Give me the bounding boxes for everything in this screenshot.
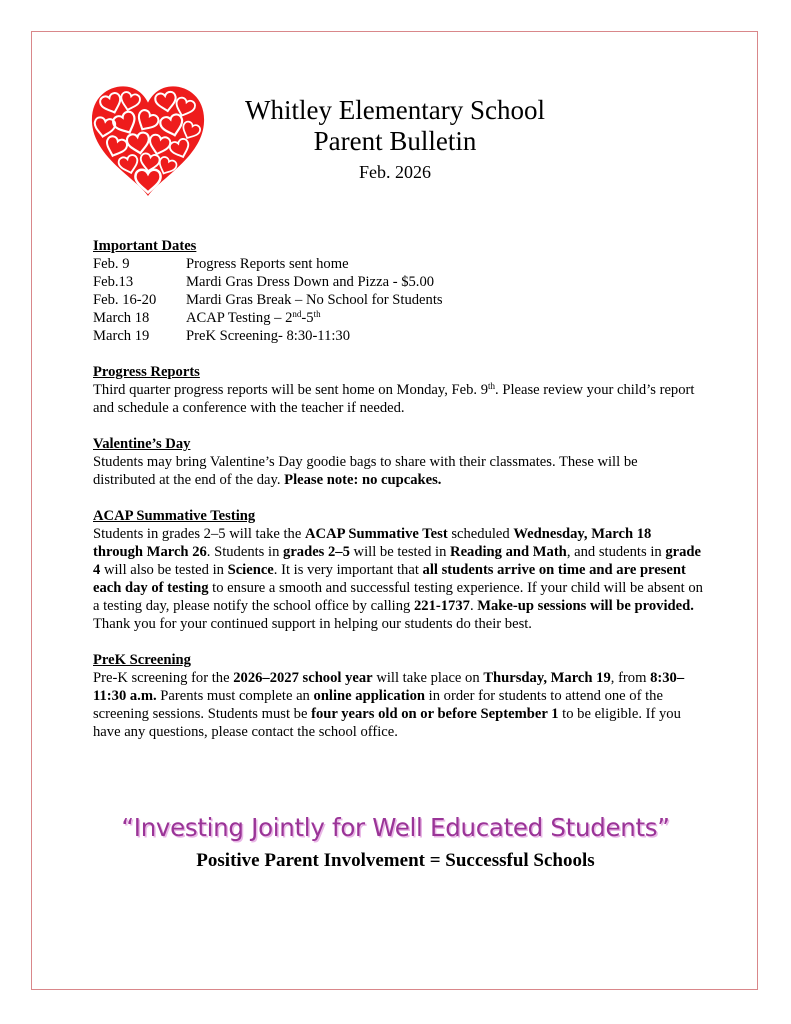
ordinal-suffix: th (313, 309, 321, 319)
section-heading: ACAP Summative Testing (93, 508, 256, 524)
section-heading: Important Dates (93, 238, 197, 254)
date-row (93, 309, 703, 327)
bulletin-body (93, 237, 703, 741)
section-heading: PreK Screening (93, 652, 191, 668)
date-cell: Feb. 16-20 (93, 292, 157, 308)
section-heading: Valentine’s Day (93, 436, 191, 452)
issue-date: Feb. 2026 (359, 162, 431, 182)
date-cell: March 18 (93, 310, 150, 326)
school-name: Whitley Elementary School (245, 95, 545, 125)
valentines-day-section (93, 435, 703, 489)
event-cell: Mardi Gras Dress Down and Pizza - $5.00 (186, 274, 435, 290)
section-text: Pre-K screening for the 2026–2027 school year will take place on Thursday, March 19, from 8:30–11:30 a.m. Parents must complete an online application in order for students to attend one of the screening sessions. Students must be four years old on or before September 1 to be eligible. If you have any questions, please contact the school office. (93, 670, 685, 740)
event-text: ACAP Testing – 2 (186, 310, 293, 326)
event-cell: PreK Screening- 8:30-11:30 (186, 328, 351, 344)
date-row (93, 273, 703, 291)
bulletin-title: Parent Bulletin (313, 126, 477, 156)
date-cell: Feb.13 (93, 274, 134, 290)
acap-testing-section (93, 507, 703, 633)
event-cell (186, 309, 321, 327)
office-phone: 221-1737 (413, 598, 470, 614)
date-cell: March 19 (93, 328, 150, 344)
date-row (93, 291, 703, 309)
section-text: Students in grades 2–5 will take the ACAP Summative Test scheduled Wednesday, March 18 through March 26. Students in grades 2–5 will be tested in Reading and Math, and students in grade 4 will also be tested in Science. It is very important that all students arrive on time and are present each day of testing to ensure a smooth and successful testing experience. If your child will be absent on a testing day, please notify the school office by calling 221-1737. Make-up sessions will be provided. Thank you for your continued support in helping our students do their best. (93, 526, 703, 632)
date-row (93, 255, 703, 273)
slogan: “Investing Jointly for Well Educated Students” (121, 813, 670, 842)
progress-reports-section (93, 363, 703, 417)
event-text: -5 (301, 310, 314, 326)
date-row (93, 327, 703, 345)
important-dates-section (93, 237, 703, 345)
event-cell: Progress Reports sent home (186, 256, 349, 272)
cupcake-note: Please note: no cupcakes. (284, 472, 442, 488)
date-cell: Feb. 9 (93, 256, 130, 272)
ordinal-suffix: th (488, 381, 496, 391)
heart-of-hearts-icon (89, 79, 207, 199)
prek-screening-section (93, 651, 703, 741)
bulletin-header (200, 95, 590, 185)
section-text: Third quarter progress reports will be sent home on Monday, Feb. 9th. Please review your child’s report and schedule a conference with the teacher if needed. (93, 381, 695, 416)
section-heading: Progress Reports (93, 364, 200, 380)
event-cell: Mardi Gras Break – No School for Students (186, 292, 443, 308)
ordinal-suffix: nd (292, 309, 302, 319)
section-text: Students may bring Valentine’s Day goodie bags to share with their classmates. These will be distributed at the end of the day. Please note: no cupcakes. (93, 454, 638, 488)
tagline: Positive Parent Involvement = Successful Schools (196, 850, 595, 871)
